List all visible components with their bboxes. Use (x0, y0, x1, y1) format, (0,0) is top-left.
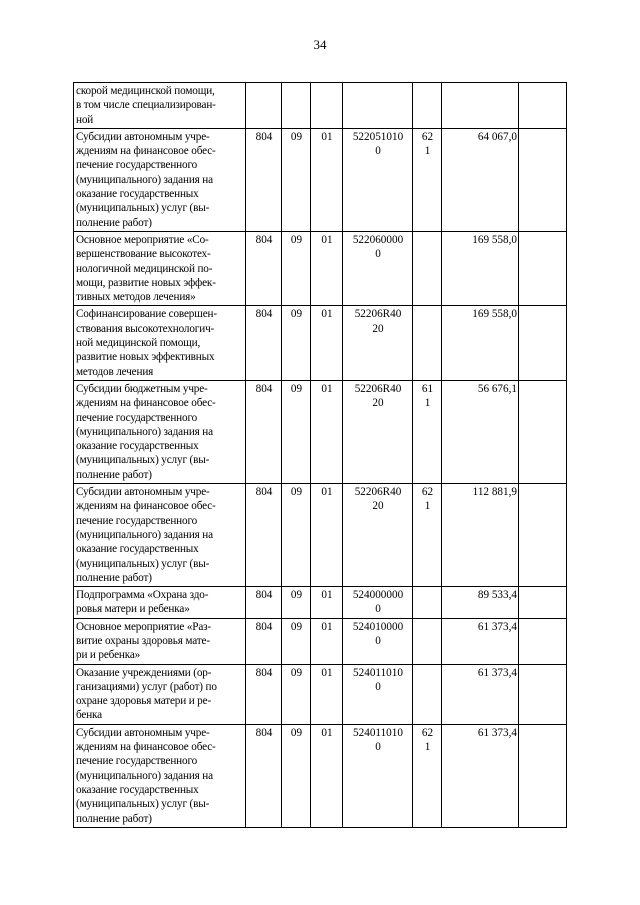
cell-subsection: 01 (311, 724, 343, 827)
cell-subsection: 01 (311, 128, 343, 231)
cell-amount: 61 373,4 (442, 618, 519, 664)
table-row (74, 128, 567, 231)
cell-extra (519, 484, 567, 587)
cell-subsection: 01 (311, 484, 343, 587)
cell-subsection: 01 (311, 231, 343, 305)
cell-target-article: 524000000 0 (343, 587, 413, 619)
cell-name: Подпрограмма «Охрана здо- ровья матери и ребенка» (74, 587, 246, 619)
cell-target-article: 52206R40 20 (343, 484, 413, 587)
cell-extra (519, 664, 567, 724)
cell-subsection: 01 (311, 380, 343, 483)
cell-section: 09 (282, 128, 311, 231)
cell-amount: 64 067,0 (442, 128, 519, 231)
cell-expense-type (413, 231, 442, 305)
cell-target-article: 524011010 0 (343, 664, 413, 724)
cell-section: 09 (282, 231, 311, 305)
table-row (74, 724, 567, 827)
cell-extra (519, 724, 567, 827)
cell-expense-type (413, 306, 442, 380)
cell-subsection: 01 (311, 618, 343, 664)
cell-section: 09 (282, 306, 311, 380)
cell-section: 09 (282, 618, 311, 664)
cell-ministry-code (246, 83, 282, 129)
cell-expense-type: 62 1 (413, 128, 442, 231)
cell-expense-type: 62 1 (413, 724, 442, 827)
page-number: 34 (313, 37, 327, 52)
cell-extra (519, 380, 567, 483)
cell-expense-type (413, 83, 442, 129)
cell-subsection: 01 (311, 587, 343, 619)
cell-subsection: 01 (311, 664, 343, 724)
cell-section: 09 (282, 724, 311, 827)
cell-extra (519, 618, 567, 664)
cell-section: 09 (282, 380, 311, 483)
cell-expense-type (413, 664, 442, 724)
cell-ministry-code: 804 (246, 484, 282, 587)
cell-target-article: 524010000 0 (343, 618, 413, 664)
cell-subsection (311, 83, 343, 129)
cell-amount: 61 373,4 (442, 664, 519, 724)
cell-name: Софинансирование совершен- ствования высокотехнологич- ной медицинской помощи, развитие новых эффективных методов лечения (74, 306, 246, 380)
cell-amount: 112 881,9 (442, 484, 519, 587)
cell-subsection: 01 (311, 306, 343, 380)
table-row (74, 618, 567, 664)
cell-amount: 61 373,4 (442, 724, 519, 827)
cell-section: 09 (282, 587, 311, 619)
table-row (74, 83, 567, 129)
cell-extra (519, 128, 567, 231)
table-row (74, 664, 567, 724)
cell-extra (519, 231, 567, 305)
cell-target-article: 52206R40 20 (343, 380, 413, 483)
budget-table (73, 82, 567, 828)
cell-extra (519, 83, 567, 129)
cell-target-article: 52206R40 20 (343, 306, 413, 380)
cell-amount: 89 533,4 (442, 587, 519, 619)
cell-name: Субсидии автономным учре- ждениям на финансовое обес- печение государственного (муниципального) задания на оказание государственных (муниципальных) услуг (вы- полнение работ) (74, 724, 246, 827)
cell-expense-type (413, 587, 442, 619)
cell-expense-type: 62 1 (413, 484, 442, 587)
cell-expense-type: 61 1 (413, 380, 442, 483)
cell-ministry-code: 804 (246, 724, 282, 827)
cell-name: Субсидии автономным учре- ждениям на финансовое обес- печение государственного (муниципального) задания на оказание государственных (муниципальных) услуг (вы- полнение работ) (74, 484, 246, 587)
cell-extra (519, 306, 567, 380)
table-row (74, 306, 567, 380)
cell-amount: 169 558,0 (442, 231, 519, 305)
cell-section (282, 83, 311, 129)
cell-ministry-code: 804 (246, 618, 282, 664)
cell-ministry-code: 804 (246, 664, 282, 724)
cell-amount (442, 83, 519, 129)
cell-amount: 56 676,1 (442, 380, 519, 483)
cell-ministry-code: 804 (246, 587, 282, 619)
table-body (74, 83, 567, 828)
cell-name: Оказание учреждениями (ор- ганизациями) услуг (работ) по охране здоровья матери и ре- бенка (74, 664, 246, 724)
cell-ministry-code: 804 (246, 306, 282, 380)
cell-extra (519, 587, 567, 619)
cell-name: Основное мероприятие «Со- вершенствование высокотех- нологичной медицинской по- мощи, развитие новых эффек- тивных методов лечения» (74, 231, 246, 305)
table-row (74, 380, 567, 483)
cell-expense-type (413, 618, 442, 664)
cell-ministry-code: 804 (246, 231, 282, 305)
table-row (74, 484, 567, 587)
cell-target-article: 524011010 0 (343, 724, 413, 827)
cell-name: Субсидии автономным учре- ждениям на финансовое обес- печение государственного (муниципального) задания на оказание государственных (муниципальных) услуг (вы- полнение работ) (74, 128, 246, 231)
cell-target-article: 522060000 0 (343, 231, 413, 305)
cell-section: 09 (282, 664, 311, 724)
table-row (74, 231, 567, 305)
cell-ministry-code: 804 (246, 128, 282, 231)
cell-section: 09 (282, 484, 311, 587)
cell-amount: 169 558,0 (442, 306, 519, 380)
cell-target-article (343, 83, 413, 129)
cell-name: Субсидии бюджетным учре- ждениям на финансовое обес- печение государственного (муниципального) задания на оказание государственных (муниципальных) услуг (вы- полнение работ) (74, 380, 246, 483)
cell-ministry-code: 804 (246, 380, 282, 483)
table-row (74, 587, 567, 619)
cell-target-article: 522051010 0 (343, 128, 413, 231)
cell-name: скорой медицинской помощи, в том числе специализирован- ной (74, 83, 246, 129)
cell-name: Основное мероприятие «Раз- витие охраны здоровья мате- ри и ребенка» (74, 618, 246, 664)
